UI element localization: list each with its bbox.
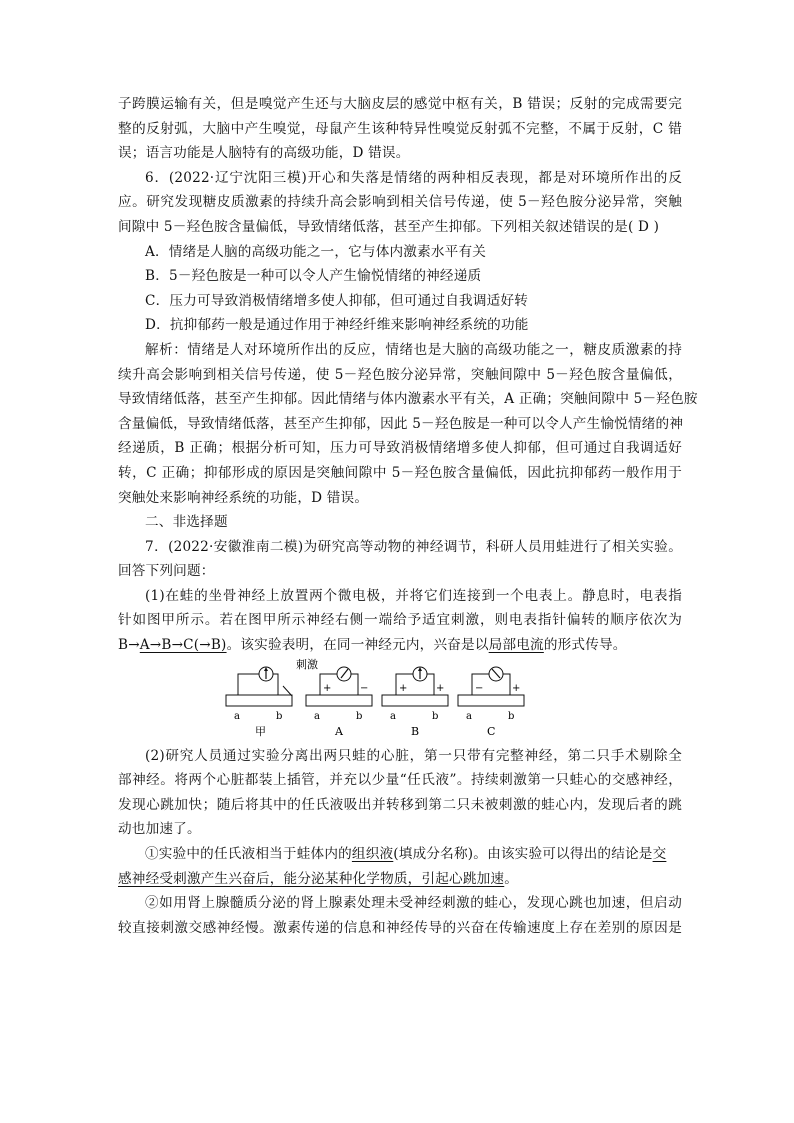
part-2-text: 部神经。将两个心脏都装上插管，并充以少量“任氏液”。持续刺激第一只蛙心的交感神经，	[118, 772, 682, 789]
answer-blank: 感神经受刺激产生兴奋后，能分泌某种化学物质，引起心跳加速	[118, 870, 505, 887]
charge-sign: +	[512, 682, 521, 694]
analysis-line: 解析：情绪是人对环境所作出的反应，情绪也是大脑的高级功能之一，糖皮质激素的持	[145, 341, 682, 358]
panel-b	[382, 667, 448, 738]
nerve-fiber	[226, 695, 292, 706]
option-b: B．5－羟色胺是一种可以令人产生愉悦情绪的神经递质	[145, 268, 482, 285]
section-heading: 二、非选择题	[145, 514, 228, 531]
sub-question-1	[118, 842, 682, 867]
part-1-answer-line	[118, 633, 682, 658]
charge-sign: −	[475, 682, 484, 694]
text-span: 。	[504, 870, 519, 887]
analysis-line: 导致情绪低落，甚至产生抑郁。因此情绪与体内激素水平有关，A 正确；突触间隙中 5－羟色胺	[118, 391, 698, 408]
galvanometer-figure	[118, 658, 682, 744]
nerve-fiber	[306, 695, 372, 706]
electrode-a-label: a	[314, 710, 320, 722]
document-page	[118, 92, 698, 940]
panel-a	[306, 667, 372, 738]
part-1-text: 针如图甲所示。若在图甲所示神经右侧一端给予适宜刺激，则电表指针偏转的顺序依次为	[118, 612, 682, 629]
answer-blank: A→B→C(→B)	[139, 637, 227, 654]
electrode-a-label: a	[234, 710, 240, 722]
part-2-text: 动也加速了。	[118, 821, 201, 838]
text-line: 子跨膜运输有关，但是嗅觉产生还与大脑皮层的感觉中枢有关，B 错误；反射的完成需要完	[118, 96, 682, 112]
analysis-line: 含量偏低，导致情绪低落，甚至产生抑郁，因此 5－羟色胺是一种可以令人产生愉悦情绪的神	[118, 415, 684, 432]
electrode-a-label: a	[466, 710, 472, 722]
panel-jia	[226, 658, 318, 738]
question-7-stem: 7．(2022·安徽淮南二模)为研究高等动物的神经调节，科研人员用蛙进行了相关实验。	[145, 538, 682, 555]
answer-blank: 组织液	[351, 846, 394, 863]
text-span: ①实验中的任氏液相当于蛙体内的	[145, 846, 352, 863]
galvanometer-diagram	[118, 658, 682, 744]
charge-sign: −	[360, 682, 369, 694]
panel-caption: 甲	[255, 724, 266, 738]
answer-blank: 局部电流	[488, 637, 544, 654]
nerve-fiber	[458, 695, 524, 706]
panel-caption: A	[335, 724, 343, 738]
question-6-stem: 间隙中 5－羟色胺含量偏低，导致情绪低落，甚至产生抑郁。下列相关叙述错误的是( D )	[118, 218, 660, 235]
electrode-a-label: a	[390, 710, 396, 722]
question-6-stem: 6．(2022·辽宁沈阳三模)开心和失落是情绪的两种相反表现，都是对环境所作出的反	[145, 169, 682, 186]
analysis-line: 经递质，B 正确；根据分析可知，压力可导致消极情绪增多使人抑郁，但可通过自我调适好	[118, 440, 682, 457]
part-2-text: 发现心跳加快；随后将其中的任氏液吸出并转移到第二只未被刺激的蛙心内，发现后者的跳	[118, 796, 682, 813]
text-span: (填成分名称)。由该实验可以得出的结论是	[393, 846, 653, 863]
text-span: 的形式传导。	[543, 637, 627, 654]
text-line: 误；语言功能是人脑特有的高级功能，D 错误。	[118, 145, 410, 162]
sub-question-1	[118, 867, 682, 892]
question-7-stem: 回答下列问题：	[118, 563, 215, 580]
option-a: A．情绪是人脑的高级功能之一，它与体内激素水平有关	[145, 243, 487, 260]
nerve-fiber	[382, 695, 448, 706]
charge-sign: +	[399, 682, 408, 694]
sub-question-2: 较直接刺激交感神经慢。激素传递的信息和神经传导的兴奋在传输速度上存在差别的原因是	[118, 919, 682, 936]
analysis-line: 续升高会影响到相关信号传递，使 5－羟色胺分泌异常，突触间隙中 5－羟色胺含量偏低，	[118, 366, 682, 383]
part-2-text: (2)研究人员通过实验分离出两只蛙的心脏，第一只带有完整神经，第二只手术剔除全	[145, 747, 682, 764]
electrode-b-label: b	[432, 710, 439, 722]
part-1-text: (1)在蛙的坐骨神经上放置两个微电极，并将它们连接到一个电表上。静息时，电表指	[145, 587, 682, 604]
stimulus-label: 刺激	[296, 657, 318, 671]
analysis-line: 转，C 正确；抑郁形成的原因是突触间隙中 5－羟色胺含量偏低，因此抗抑郁药一般作用于	[118, 464, 682, 481]
text-span: 。该实验表明，在同一神经元内，兴奋是以	[226, 637, 489, 654]
text-line: 整的反射弧，大脑中产生嗅觉，母鼠产生该种特异性嗅觉反射弧不完整，不属于反射，C 错	[118, 120, 682, 137]
answer-blank: 交	[652, 846, 667, 863]
charge-sign: +	[436, 682, 445, 694]
charge-sign: +	[323, 682, 332, 694]
panel-caption: C	[487, 724, 496, 738]
electrode-b-label: b	[508, 710, 515, 722]
panel-c	[458, 667, 524, 738]
wire-left	[238, 674, 254, 695]
option-c: C．压力可导致消极情绪增多使人抑郁，但可通过自我调适好转	[145, 292, 529, 309]
panel-caption: B	[411, 724, 420, 738]
text-span: B→	[118, 637, 140, 654]
electrode-b-label: b	[356, 710, 363, 722]
analysis-line: 突触处来影响神经系统的功能，D 错误。	[118, 489, 369, 506]
option-d: D．抗抑郁药一般是通过作用于神经纤维来影响神经系统的功能	[145, 317, 529, 334]
question-6-stem: 应。研究发现糖皮质激素的持续升高会影响到相关信号传递，使 5－羟色胺分泌异常，突触	[118, 194, 682, 211]
electrode-b-label: b	[276, 710, 283, 722]
sub-question-2: ②如用肾上腺髓质分泌的肾上腺素处理未受神经刺激的蛙心，发现心跳也加速，但启动	[145, 895, 682, 912]
